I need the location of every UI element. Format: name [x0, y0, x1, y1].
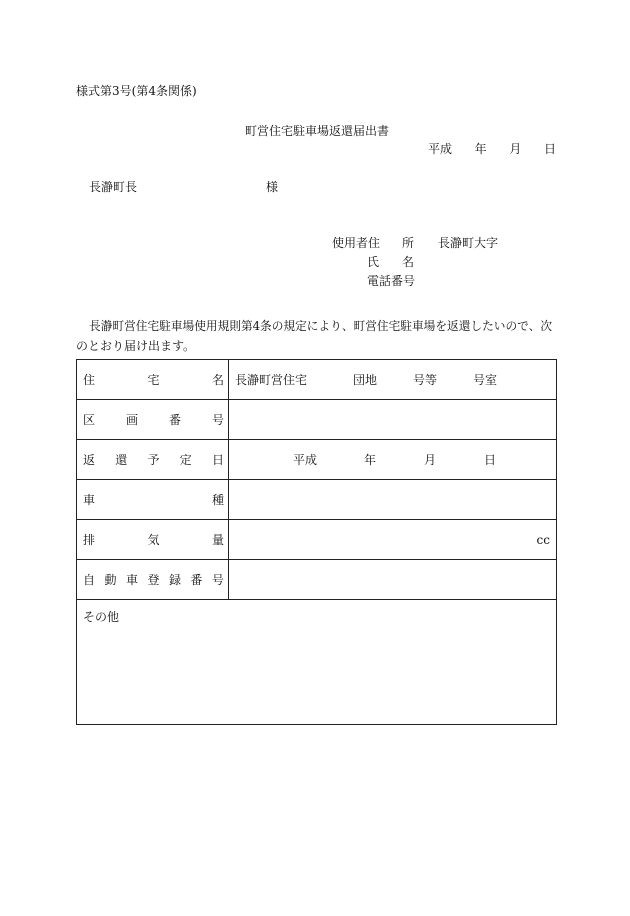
value-housing-prefix[interactable]: 長瀞町営住宅: [235, 373, 308, 387]
form-number: 様式第3号(第4条関係): [76, 84, 197, 98]
applicant-address-label: 使用者住: [332, 236, 381, 250]
label-vehicle-type: 車 種: [83, 493, 224, 507]
addressee-name: 長瀞町長: [89, 180, 138, 194]
row-return-date: [77, 440, 556, 480]
label-displacement: 排 気 量: [83, 533, 224, 547]
label-section-number: 区 画 番 号: [83, 413, 224, 427]
value-housing-unit2[interactable]: 号等: [413, 373, 438, 387]
addressee-honorific: 様: [266, 180, 279, 194]
value-housing-unit3[interactable]: 号室: [473, 373, 498, 387]
date-year: 年: [474, 142, 487, 156]
row-displacement: [77, 520, 556, 560]
applicant-address-value: 長瀞町大字: [438, 236, 499, 250]
value-return-date-month[interactable]: 月: [424, 453, 437, 467]
date-line: [428, 142, 556, 156]
date-month: 月: [509, 142, 522, 156]
applicant-name-label: 氏 名: [367, 255, 414, 269]
value-return-date-year[interactable]: 年: [364, 453, 377, 467]
date-era: 平成: [428, 142, 453, 156]
row-vehicle-type: [77, 480, 556, 520]
row-other[interactable]: [77, 600, 556, 724]
value-housing-unit1[interactable]: 団地: [353, 373, 378, 387]
body-text-line1: 長瀞町営住宅駐車場使用規則第4条の規定により、町営住宅駐車場を返還したいので、次: [89, 319, 553, 333]
row-housing: [77, 360, 556, 400]
applicant-phone-label: 電話番号: [367, 274, 416, 288]
label-registration: 自 動 車 登 録 番 号: [83, 573, 224, 587]
row-section-number: [77, 400, 556, 440]
value-return-date-era[interactable]: 平成: [293, 453, 318, 467]
applicant-address-label-suffix: 所: [402, 236, 415, 250]
form-table: [76, 359, 557, 725]
label-return-date: 返 還 予 定 日: [83, 453, 224, 467]
date-day: 日: [543, 142, 556, 156]
body-text-line2: のとおり届け出ます。: [76, 339, 196, 353]
row-registration: [77, 560, 556, 600]
label-housing: 住 宅 名: [83, 373, 224, 387]
value-return-date-day[interactable]: 日: [484, 453, 497, 467]
document-title: 町営住宅駐車場返還届出書: [245, 124, 390, 138]
label-other: その他: [83, 610, 120, 624]
value-displacement-unit: cc: [536, 533, 550, 547]
